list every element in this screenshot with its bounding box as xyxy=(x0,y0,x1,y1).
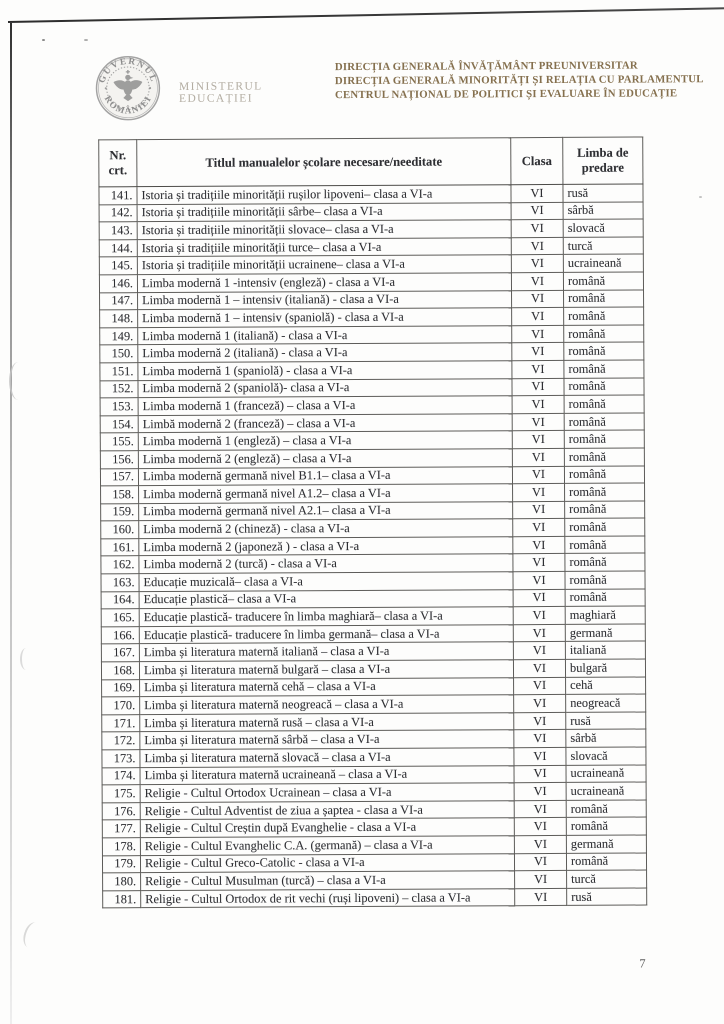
row-number-cell: 156. xyxy=(100,451,138,469)
class-cell: VI xyxy=(513,642,565,660)
column-header-clasa: Clasa xyxy=(511,137,563,184)
class-cell: VI xyxy=(511,202,563,220)
language-cell: română xyxy=(564,290,644,308)
class-cell: VI xyxy=(512,308,564,326)
language-cell: română xyxy=(564,448,644,466)
language-cell: română xyxy=(564,430,644,448)
row-number-cell: 180. xyxy=(103,873,141,891)
class-cell: VI xyxy=(512,396,564,414)
title-cell: Limba și literatura maternă italiană – clasa a VI-a xyxy=(139,642,513,662)
row-number-cell: 145. xyxy=(99,257,137,275)
language-cell: germană xyxy=(566,835,646,853)
title-cell: Educație plastică– clasa a VI-a xyxy=(139,589,513,609)
class-cell: VI xyxy=(511,220,563,238)
class-cell: VI xyxy=(514,730,566,748)
title-cell: Limba modernă 2 (chineză) - clasa a VI-a xyxy=(139,519,513,539)
language-cell: română xyxy=(564,342,644,360)
title-cell: Limba modernă 2 (japoneză ) - clasa a VI-a xyxy=(139,537,513,557)
directorate-line-1: DIRECȚIA GENERALĂ ÎNVĂȚĂMÂNT PREUNIVERSITAR xyxy=(334,59,638,74)
row-number-cell: 160. xyxy=(101,521,139,539)
language-cell: ucraineană xyxy=(566,782,646,800)
row-number-cell: 143. xyxy=(99,222,137,240)
directorate-line-2: DIRECȚIA GENERALĂ MINORITĂȚI ȘI RELAȚIA CU PARLAMENTUL xyxy=(334,73,704,88)
language-cell: română xyxy=(565,571,645,589)
title-cell: Limba modernă germană nivel A1.2– clasa a VI-a xyxy=(139,484,513,504)
language-cell: română xyxy=(565,589,645,607)
class-cell: VI xyxy=(511,184,563,202)
title-cell: Istoria și tradițiile minorității rușilor lipoveni– clasa a VI-a xyxy=(137,185,511,205)
row-number-cell: 157. xyxy=(100,468,138,486)
class-cell: VI xyxy=(511,272,563,290)
class-cell: VI xyxy=(513,607,565,625)
class-cell: VI xyxy=(512,290,564,308)
row-number-cell: 149. xyxy=(100,327,138,345)
row-number-cell: 166. xyxy=(101,627,139,645)
class-cell: VI xyxy=(514,677,566,695)
language-cell: bulgară xyxy=(565,659,645,677)
title-cell: Limba și literatura maternă ucraineană – clasa a VI-a xyxy=(140,765,514,785)
scan-speck xyxy=(42,39,45,41)
title-cell: Limba și literatura maternă cehă – clasa a VI-a xyxy=(140,677,514,697)
class-cell: VI xyxy=(514,853,566,871)
language-cell: română xyxy=(565,553,645,571)
title-cell: Educație plastică- traducere în limba germană– clasa a VI-a xyxy=(139,625,513,645)
class-cell: VI xyxy=(515,888,567,906)
scan-speck xyxy=(699,196,702,198)
textbook-table xyxy=(98,137,647,909)
title-cell: Limba modernă 1 – intensiv (spaniolă) - clasa a VI-a xyxy=(138,308,512,328)
language-cell: germană xyxy=(565,624,645,642)
title-cell: Limba și literatura maternă neogreacă – clasa a VI-a xyxy=(140,695,514,715)
row-number-cell: 178. xyxy=(102,838,140,856)
title-cell: Limba modernă germană nivel B1.1– clasa a VI-a xyxy=(138,466,512,486)
language-cell: ucraineană xyxy=(563,254,643,272)
seal-bottom-text: ROMÂNIEI xyxy=(101,94,155,117)
title-cell: Limba modernă 2 (italiană) - clasa a VI-a xyxy=(138,343,512,363)
column-header-limba: Limba de predare xyxy=(563,137,643,184)
class-cell: VI xyxy=(512,466,564,484)
row-number-cell: 168. xyxy=(101,662,139,680)
title-cell: Religie - Cultul Greco-Catolic - clasa a VI-a xyxy=(140,853,514,873)
language-cell: română xyxy=(566,853,646,871)
language-cell: cehă xyxy=(566,677,646,695)
title-cell: Religie - Cultul Creștin după Evanghelie - clasa a VI-a xyxy=(140,818,514,838)
row-number-cell: 175. xyxy=(102,785,140,803)
directorate-line-3: CENTRUL NAȚIONAL DE POLITICI ȘI EVALUARE ÎN EDUCAȚIE xyxy=(334,87,678,102)
row-number-cell: 172. xyxy=(102,732,140,750)
language-cell: italiană xyxy=(565,641,645,659)
language-cell: sârbă xyxy=(566,729,646,747)
title-cell: Limba modernă 1 (engleză) – clasa a VI-a xyxy=(138,431,512,451)
scan-top-edge-line xyxy=(8,7,724,23)
row-number-cell: 181. xyxy=(103,890,141,908)
language-cell: sârbă xyxy=(563,202,643,220)
row-number-cell: 147. xyxy=(100,292,138,310)
title-cell: Limba și literatura maternă bulgară – clasa a VI-a xyxy=(139,660,513,680)
class-cell: VI xyxy=(513,589,565,607)
title-cell: Limba modernă germană nivel A2.1– clasa a VI-a xyxy=(139,501,513,521)
scan-speck xyxy=(84,39,88,41)
language-cell: neogreacă xyxy=(566,694,646,712)
scan-left-edge-line xyxy=(10,23,12,1024)
class-cell: VI xyxy=(511,255,563,273)
row-number-cell: 165. xyxy=(101,609,139,627)
title-cell: Educație muzicală– clasa a VI-a xyxy=(139,572,513,592)
class-cell: VI xyxy=(514,747,566,765)
row-number-cell: 174. xyxy=(102,767,140,785)
title-cell: Limba modernă 1 (spaniolă) - clasa a VI-a xyxy=(138,361,512,381)
class-cell: VI xyxy=(513,501,565,519)
row-number-cell: 159. xyxy=(101,503,139,521)
language-cell: română xyxy=(565,483,645,501)
class-cell: VI xyxy=(512,343,564,361)
title-cell: Limba și literatura maternă slovacă – clasa a VI-a xyxy=(140,748,514,768)
language-cell: rusă xyxy=(563,184,643,202)
ministry-name: MINISTERUL EDUCAȚIEI xyxy=(178,80,263,105)
row-number-cell: 154. xyxy=(100,415,138,433)
language-cell: română xyxy=(565,536,645,554)
title-cell: Religie - Cultul Ortodox Ucrainean – clasa a VI-a xyxy=(140,783,514,803)
government-of-romania-seal-logo xyxy=(95,55,161,121)
row-number-cell: 161. xyxy=(101,539,139,557)
language-cell: slovacă xyxy=(563,219,643,237)
class-cell: VI xyxy=(513,536,565,554)
language-cell: rusă xyxy=(566,712,646,730)
class-cell: VI xyxy=(514,835,566,853)
title-cell: Religie - Cultul Adventist de ziua a șaptea - clasa a VI-a xyxy=(140,800,514,820)
title-cell: Limba modernă 1 – intensiv (italiană) - clasa a VI-a xyxy=(138,290,512,310)
column-header-title: Titlul manualelor școlare necesare/needitate xyxy=(137,138,511,187)
row-number-cell: 173. xyxy=(102,750,140,768)
class-cell: VI xyxy=(512,325,564,343)
directorates-block xyxy=(334,58,704,102)
title-cell: Istoria și tradițiile minorității slovace– clasa a VI-a xyxy=(137,220,511,240)
seal-top-text: GUVERNUL xyxy=(97,56,159,85)
row-number-cell: 177. xyxy=(102,820,140,838)
class-cell: VI xyxy=(513,519,565,537)
language-cell: română xyxy=(564,307,644,325)
row-number-cell: 151. xyxy=(100,363,138,381)
language-cell: română xyxy=(564,413,644,431)
class-cell: VI xyxy=(512,431,564,449)
language-cell: maghiară xyxy=(565,606,645,624)
language-cell: slovacă xyxy=(566,747,646,765)
row-number-cell: 153. xyxy=(100,398,138,416)
title-cell: Limba modernă 2 (engleză) – clasa a VI-a xyxy=(138,449,512,469)
language-cell: română xyxy=(564,378,644,396)
class-cell: VI xyxy=(514,800,566,818)
class-cell: VI xyxy=(512,448,564,466)
row-number-cell: 141. xyxy=(99,187,137,205)
title-cell: Limba modernă 1 (franceză) – clasa a VI-a xyxy=(138,396,512,416)
title-cell: Istoria și tradițiile minorității turce– clasa a VI-a xyxy=(137,237,511,257)
language-cell: română xyxy=(564,466,644,484)
table-body xyxy=(99,184,647,908)
language-cell: română xyxy=(564,360,644,378)
row-number-cell: 144. xyxy=(99,239,137,257)
row-number-cell: 142. xyxy=(99,204,137,222)
row-number-cell: 148. xyxy=(100,310,138,328)
class-cell: VI xyxy=(513,484,565,502)
class-cell: VI xyxy=(513,624,565,642)
title-cell: Istoria și tradițiile minorității sârbe– clasa a VI-a xyxy=(137,202,511,222)
scan-arc-artifact xyxy=(9,362,27,400)
class-cell: VI xyxy=(514,695,566,713)
class-cell: VI xyxy=(513,571,565,589)
scan-arc-artifact xyxy=(20,648,32,670)
class-cell: VI xyxy=(514,765,566,783)
row-number-cell: 167. xyxy=(101,644,139,662)
class-cell: VI xyxy=(512,413,564,431)
class-cell: VI xyxy=(513,554,565,572)
scan-arc-artifact xyxy=(20,920,43,950)
class-cell: VI xyxy=(515,871,567,889)
table-row xyxy=(103,888,647,908)
language-cell: română xyxy=(565,518,645,536)
title-cell: Religie - Cultul Evanghelic C.A. (germană) – clasa a VI-a xyxy=(140,836,514,856)
row-number-cell: 163. xyxy=(101,574,139,592)
row-number-cell: 162. xyxy=(101,556,139,574)
language-cell: turcă xyxy=(563,237,643,255)
language-cell: turcă xyxy=(567,870,647,888)
table-header xyxy=(99,137,643,187)
language-cell: română xyxy=(563,272,643,290)
language-cell: rusă xyxy=(567,888,647,906)
title-cell: Istoria și tradițiile minorității ucrainene– clasa a VI-a xyxy=(137,255,511,275)
title-cell: Limba modernă 1 -intensiv (engleză) - clasa a VI-a xyxy=(137,273,511,293)
row-number-cell: 152. xyxy=(100,380,138,398)
title-cell: Limba modernă 1 (italiană) - clasa a VI-a xyxy=(138,325,512,345)
class-cell: VI xyxy=(514,783,566,801)
row-number-cell: 179. xyxy=(102,855,140,873)
row-number-cell: 158. xyxy=(101,486,139,504)
row-number-cell: 169. xyxy=(102,679,140,697)
page-number: 7 xyxy=(639,956,646,971)
title-cell: Limba și literatura maternă rusă – clasa a VI-a xyxy=(140,713,514,733)
language-cell: română xyxy=(564,325,644,343)
class-cell: VI xyxy=(514,712,566,730)
language-cell: română xyxy=(566,800,646,818)
title-cell: Limba modernă 2 (spaniolă)- clasa a VI-a xyxy=(138,378,512,398)
row-number-cell: 146. xyxy=(99,275,137,293)
class-cell: VI xyxy=(514,818,566,836)
row-number-cell: 155. xyxy=(100,433,138,451)
row-number-cell: 170. xyxy=(102,697,140,715)
language-cell: română xyxy=(565,501,645,519)
row-number-cell: 150. xyxy=(100,345,138,363)
class-cell: VI xyxy=(511,237,563,255)
title-cell: Educație plastică- traducere în limba maghiară– clasa a VI-a xyxy=(139,607,513,627)
title-cell: Religie - Cultul Ortodox de rit vechi (ruși lipoveni) – clasa a VI-a xyxy=(141,888,515,908)
language-cell: română xyxy=(566,817,646,835)
language-cell: ucraineană xyxy=(566,765,646,783)
column-header-nr-crt: Nr. crt. xyxy=(99,140,137,187)
row-number-cell: 164. xyxy=(101,591,139,609)
class-cell: VI xyxy=(512,360,564,378)
language-cell: română xyxy=(564,395,644,413)
title-cell: Religie - Cultul Musulman (turcă) – clasa a VI-a xyxy=(141,871,515,891)
title-cell: Limba modernă 2 (turcă) - clasa a VI-a xyxy=(139,554,513,574)
row-number-cell: 171. xyxy=(102,714,140,732)
title-cell: Limba și literatura maternă sârbă – clasa a VI-a xyxy=(140,730,514,750)
class-cell: VI xyxy=(512,378,564,396)
row-number-cell: 176. xyxy=(102,802,140,820)
title-cell: Limbă modernă 2 (franceză) – clasa a VI-a xyxy=(138,413,512,433)
class-cell: VI xyxy=(513,659,565,677)
